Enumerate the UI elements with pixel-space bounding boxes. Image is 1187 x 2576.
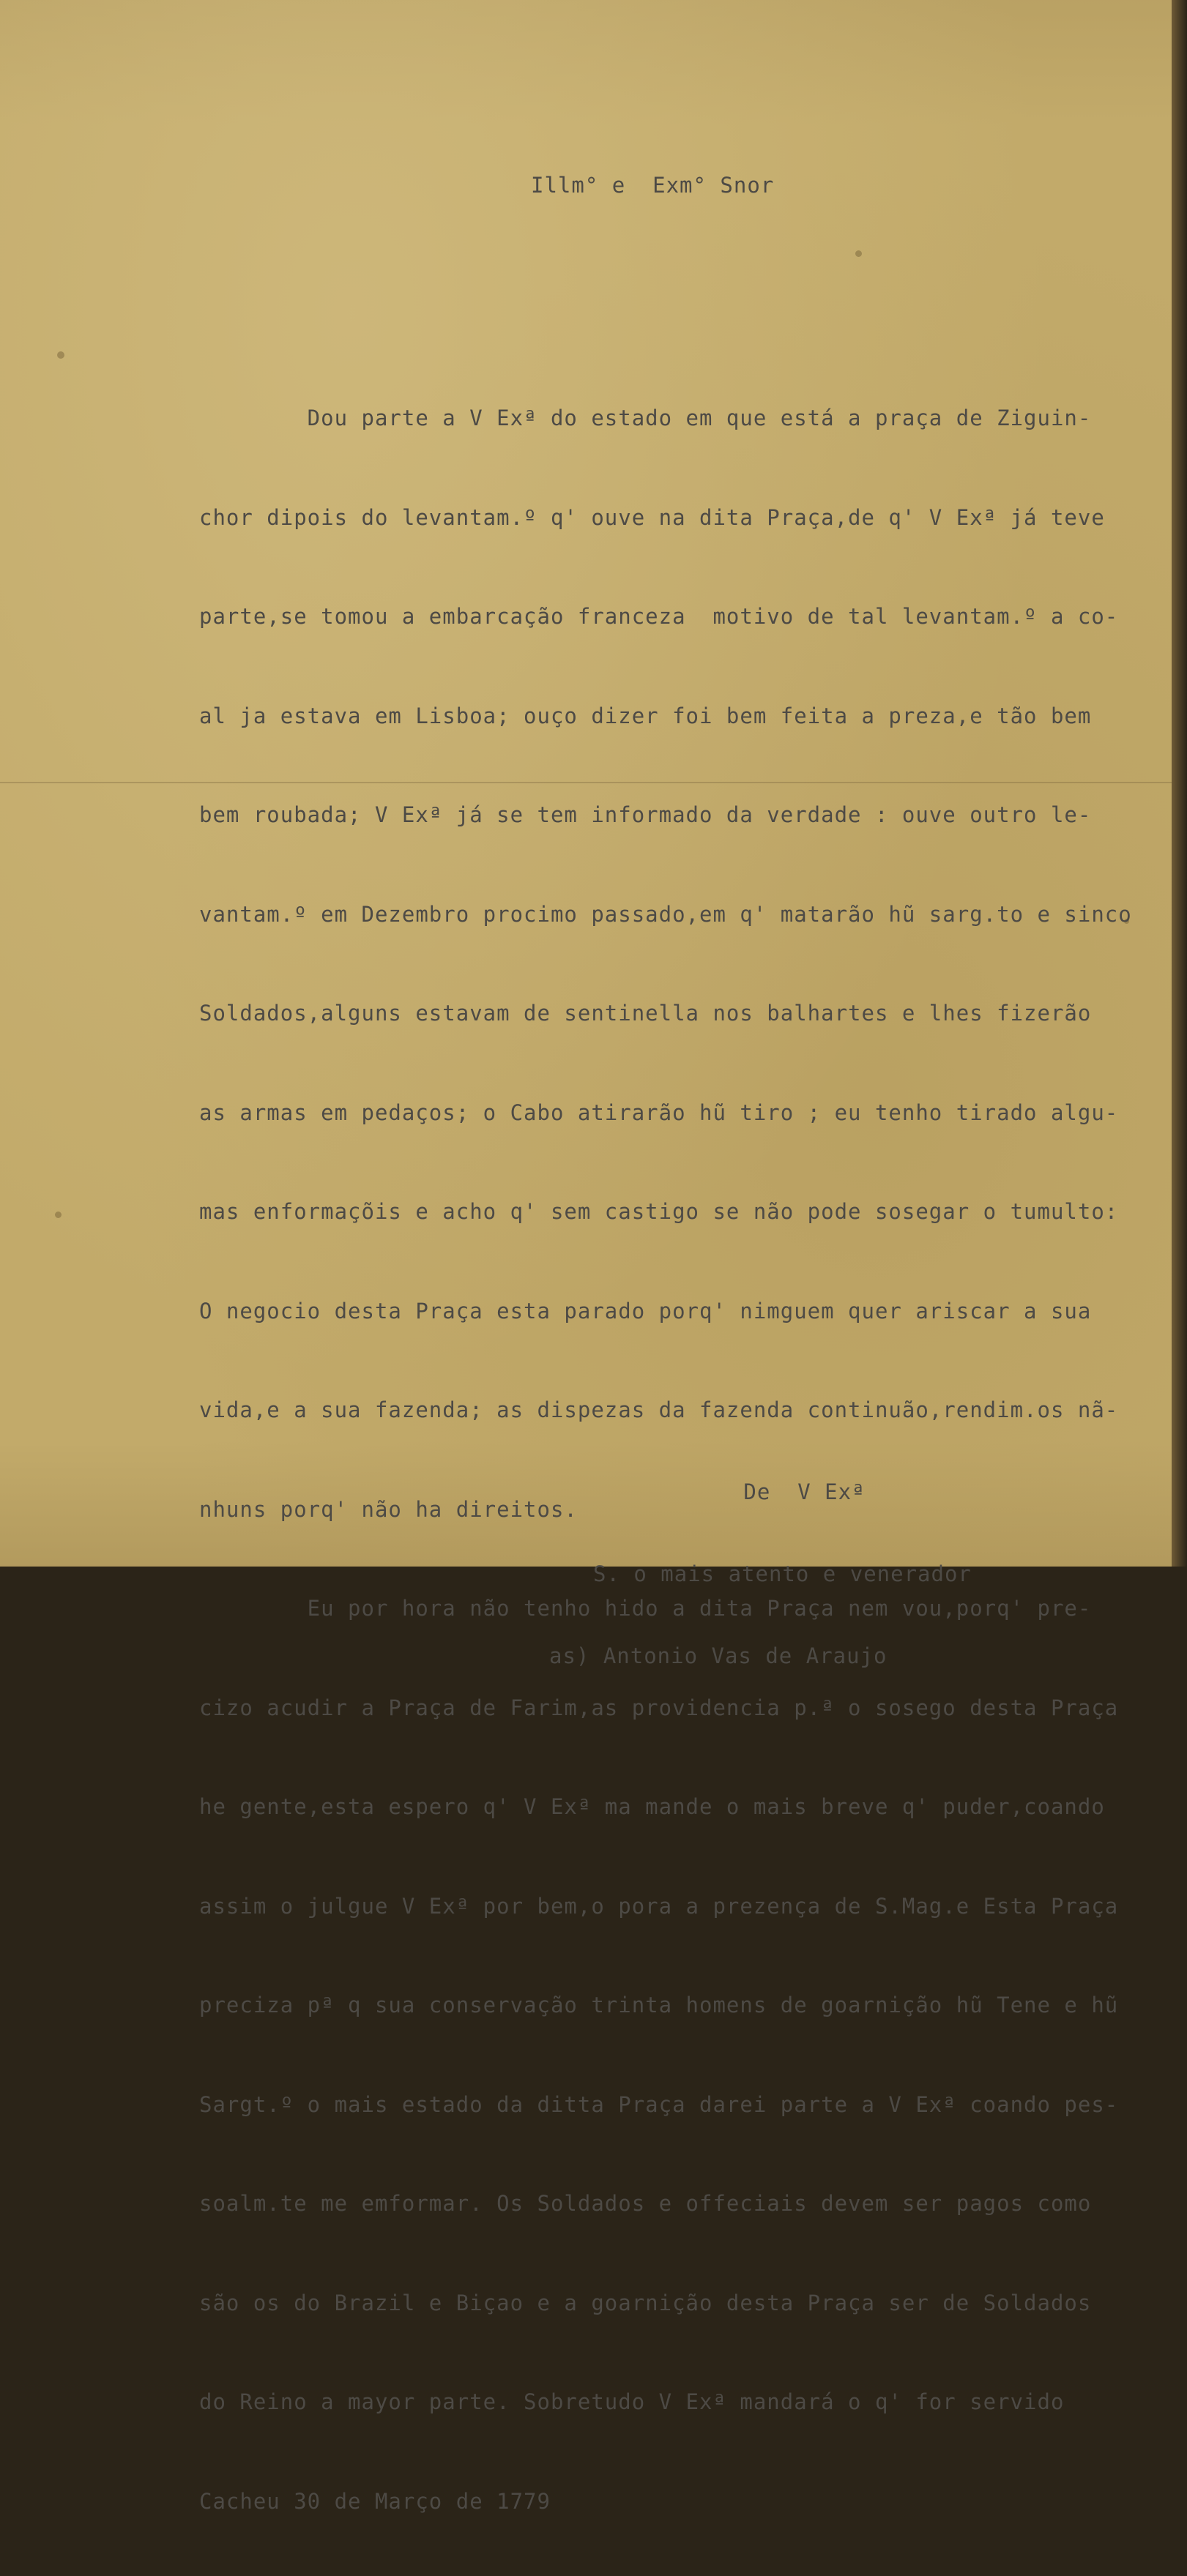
body-line: chor dipois do levantam.º q' ouve na dita Praça,de q' V Exª já teve xyxy=(199,504,1105,530)
date-line: Cacheu 30 de Março de 1779 xyxy=(199,2488,551,2514)
signature-block xyxy=(542,1426,972,1722)
body-line: bem roubada; V Exª já se tem informado da verdade : ouve outro le- xyxy=(199,802,1092,827)
body-line: al ja estava em Lisboa; ouço dizer foi bem feita a preza,e tão bem xyxy=(199,703,1092,728)
body-line: as armas em pedaços; o Cabo atirarão hũ tiro ; eu tenho tirado algu- xyxy=(199,1100,1119,1125)
body-line: Eu por hora não tenho hido a dita Praça nem vou,porq' pre- xyxy=(199,1596,1092,1621)
body-line: vida,e a sua fazenda; as dispezas da fazenda continuão,rendim.os nã- xyxy=(199,1397,1119,1422)
closing-line: S. o mais atento e venerador xyxy=(593,1561,972,1586)
body-line: são os do Brazil e Biçao e a goarnição desta Praça ser de Soldados xyxy=(199,2290,1092,2315)
paper-stain xyxy=(55,1212,62,1218)
body-line: cizo acudir a Praça de Farim,as providencia p.ª o sosego desta Praça xyxy=(199,1695,1119,1720)
scan-edge xyxy=(1172,0,1187,1567)
body-line: he gente,esta espero q' V Exª ma mande o mais breve q' puder,coando xyxy=(199,1794,1105,1819)
body-line: vantam.º em Dezembro procimo passado,em q' matarão hũ sarg.to e sinco xyxy=(199,901,1132,927)
body-line: Sargt.º o mais estado da ditta Praça darei parte a V Exª coando pes- xyxy=(199,2091,1119,2117)
paper-stain xyxy=(57,351,64,359)
body-line: soalm.te me emformar. Os Soldados e offeciais devem ser pagos como xyxy=(199,2191,1092,2216)
body-line: nhuns porq' não ha direitos. xyxy=(199,1496,578,1522)
body-line: parte,se tomou a embarcação franceza motivo de tal levantam.º a co- xyxy=(199,604,1119,629)
body-line: do Reino a mayor parte. Sobretudo V Exª mandará o q' for servido xyxy=(199,2389,1065,2414)
signature-name: as) Antonio Vas de Araujo xyxy=(549,1643,888,1668)
body-line: O negocio desta Praça esta parado porq' nimguem quer ariscar a sua xyxy=(199,1298,1092,1324)
body-line: Soldados,alguns estavam de sentinella nos balhartes e lhes fizerão xyxy=(199,1001,1092,1026)
body-line: mas enformaçõis e acho q' sem castigo se não pode sosegar o tumulto: xyxy=(199,1199,1119,1224)
body-line: preciza pª q sua conservação trinta homens de goarnição hũ Tene e hũ xyxy=(199,1993,1119,2017)
salutation: Illm° e Exm° Snor xyxy=(531,173,775,198)
body-line: assim o julgue V Exª por bem,o pora a prezença de S.Mag.e Esta Praça xyxy=(199,1893,1119,1919)
paper-stain xyxy=(855,250,862,257)
closing-line: De V Exª xyxy=(703,1479,866,1504)
body-line: Dou parte a V Exª do estado em que está a praça de Ziguin- xyxy=(199,406,1092,430)
